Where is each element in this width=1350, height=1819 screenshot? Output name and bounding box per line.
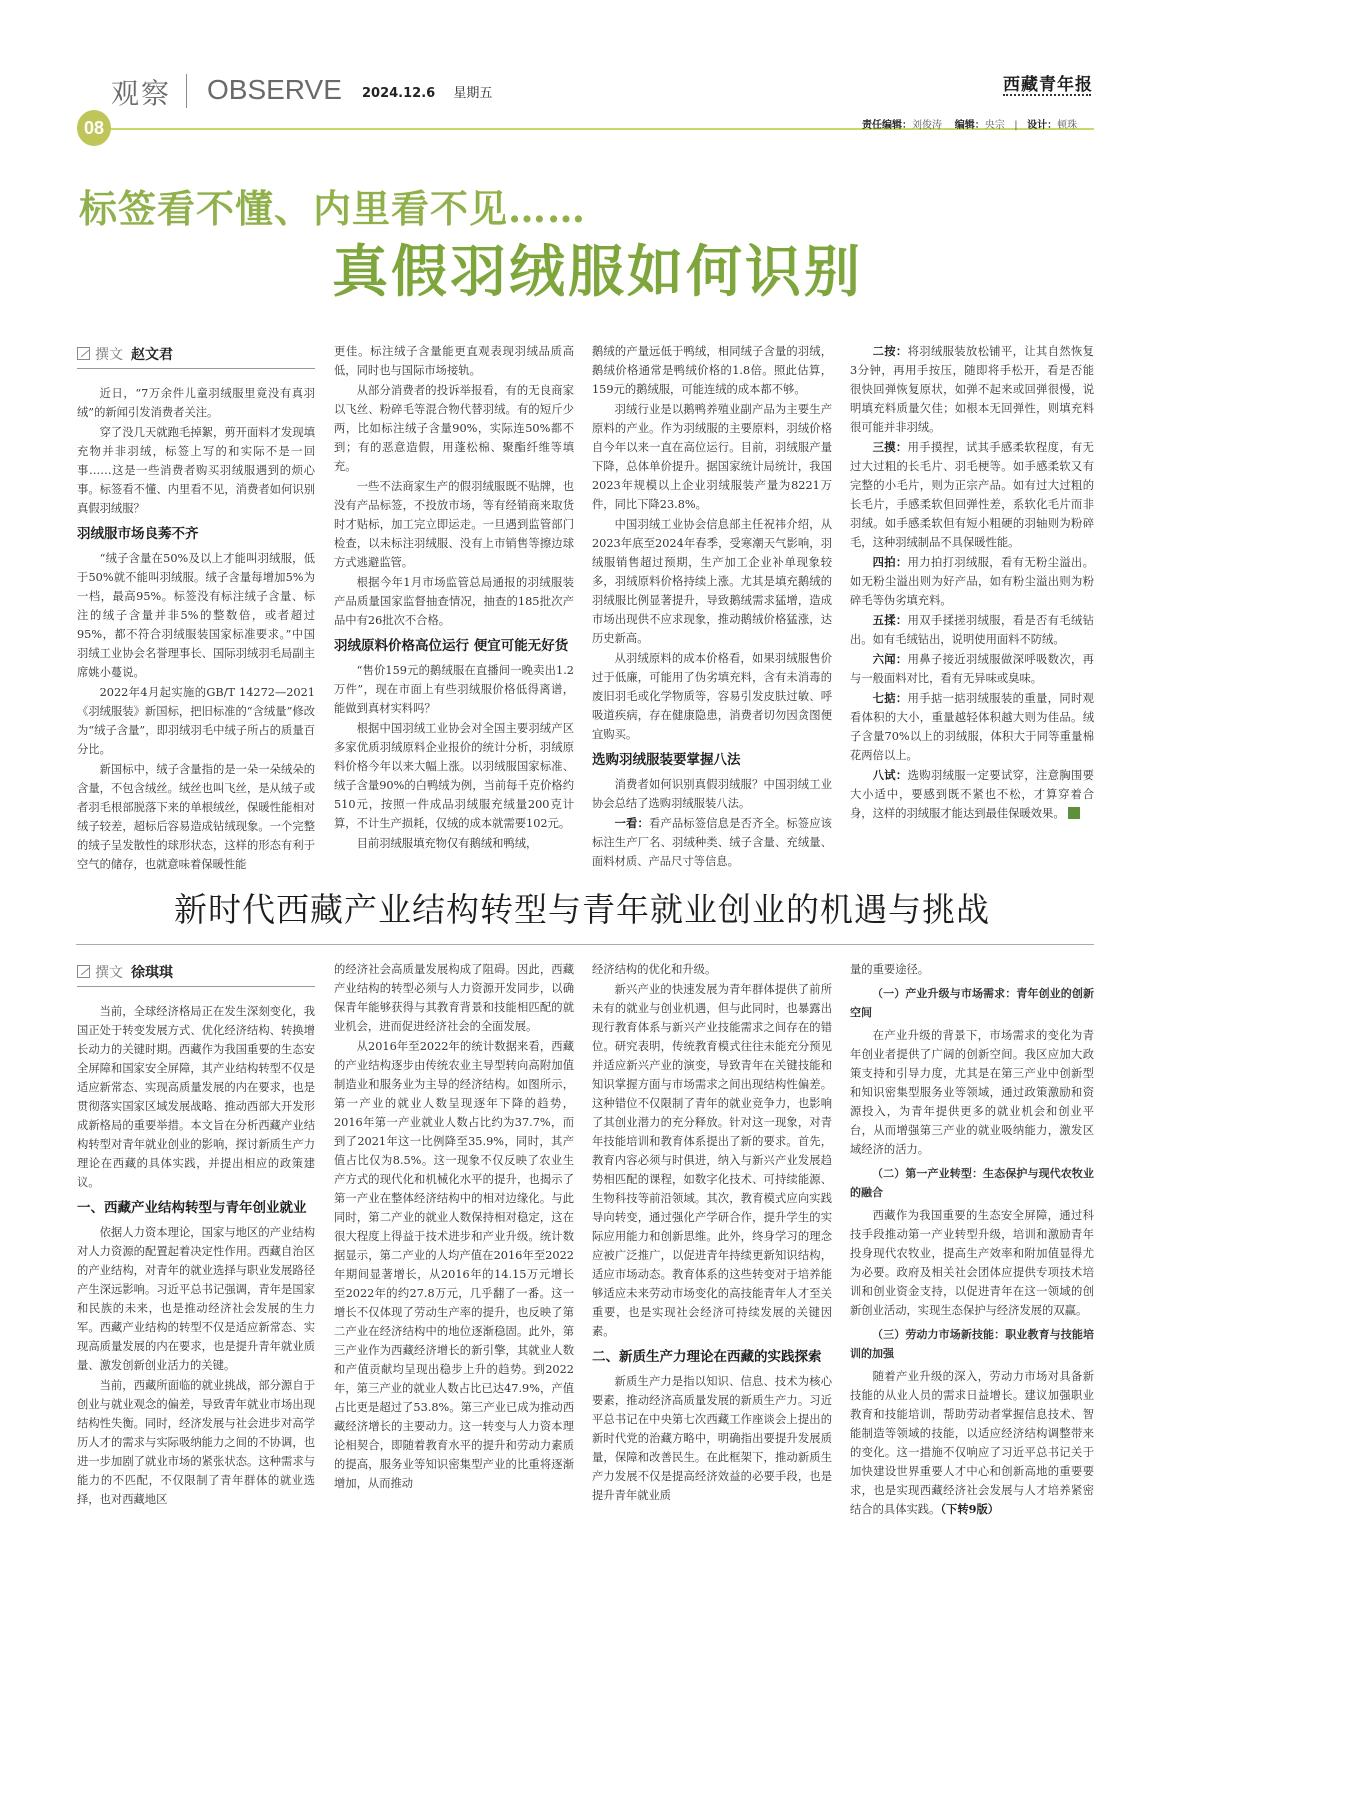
article2-column-3 bbox=[592, 960, 832, 1506]
date-text: 2024.12.6 bbox=[362, 86, 436, 101]
paragraph: 根据今年1月市场监管总局通报的羽绒服装产品质量国家监督抽查情况，抽查的185批次产品中有26批次不合格。 bbox=[334, 576, 574, 627]
newspaper-logo: 西藏青年报 bbox=[1003, 75, 1093, 95]
tip-6 bbox=[850, 650, 1094, 688]
paragraph: 根据中国羽绒工业协会对全国主要羽绒产区多家优质羽绒原料企业报价的统计分析，羽绒原料价格今年以来大幅上涨。以羽绒服国家标准、绒子含量90%的白鸭绒为例，当前每千克价格约510元，按照一件成品羽绒服充绒量200克计算，不计生产损耗，仅绒的成本就需要102元。 bbox=[334, 722, 574, 830]
subheading: 羽绒服市场良莠不齐 bbox=[77, 526, 199, 542]
subheading: 选购羽绒服装要掌握八法 bbox=[592, 752, 741, 768]
tip-text: 用手摸捏，试其手感柔软程度，有无过大过粗的长毛片、羽毛梗等。如手感柔软又有完整的小毛片，则为正宗产品。如有过大过粗的长毛片，手感柔软但回弹性差，系软化毛片而非羽绒。如手感柔软但有短小粗硬的羽轴则为粉碎毛，这种羽绒制品不具保暖性能。 bbox=[850, 441, 1094, 549]
logo-tibetan-script bbox=[1003, 94, 1091, 99]
tip-8 bbox=[850, 766, 1094, 823]
subheading: 二、新质生产力理论在西藏的实践探索 bbox=[592, 1349, 822, 1365]
tip-text: 用力拍打羽绒服，看有无粉尘溢出。如无粉尘溢出则为好产品，如有粉尘溢出则为粉碎毛等伪劣填充料。 bbox=[850, 556, 1094, 607]
issue-date bbox=[362, 82, 492, 101]
credit-edit-label: 编辑： bbox=[954, 120, 985, 131]
paragraph bbox=[850, 1367, 1094, 1519]
tip-key: 三摸： bbox=[872, 440, 908, 454]
paragraph: “售价159元的鹅绒服在直播间一晚卖出1.2万件”，现在市面上有些羽绒服价格低得离谱，能做到真材实料吗？ bbox=[334, 664, 574, 715]
paragraph: 中国羽绒工业协会信息部主任祝祎介绍，从2023年底至2024年春季，受寒潮天气影响，羽绒服销售超过预期，生产加工企业补单现象较多，羽绒原料价格持续上涨。尤其是填充鹅绒的羽绒服比例显著提升，导致鹅绒需求猛增，造成市场出现供不应求现象，推动鹅绒价格猛涨，达历史新高。 bbox=[592, 518, 832, 645]
article1-headline: 真假羽绒服如何识别 bbox=[332, 240, 863, 305]
headline-rule bbox=[76, 944, 1094, 945]
paragraph: 穿了没几天就跑毛掉絮，剪开面料才发现填充物并非羽绒，标签上写的和实际不是一回事……这是一些消费者购买羽绒服遇到的烦心事。标签看不懂、内里看不见，消费者如何识别真假羽绒服？ bbox=[77, 426, 315, 515]
paragraph: 当前，全球经济格局正在发生深刻变化，我国正处于转变发展方式、优化经济结构、转换增长动力的关键时期。西藏作为我国重要的生态安全屏障和国家安全屏障，其产业结构转型不仅是适应新常态、实现高质量发展的内在要求，也是贯彻落实国家区域发展战略、推动西部大开发形成新格局的重要举措。本文旨在分析西藏产业结构转型对青年就业创业的影响，探讨新质生产力理论在西藏的具体实践，并提出相应的政策建议。 bbox=[77, 1005, 315, 1189]
paragraph: 近日，“7万余件儿童羽绒服里竟没有真羽绒”的新闻引发消费者关注。 bbox=[77, 387, 315, 419]
pen-icon bbox=[77, 965, 90, 978]
section-name-cn: 观察 bbox=[111, 77, 172, 110]
paragraph: 从2016年至2022年的统计数据来看，西藏的产业结构逐步由传统农业主导型转向高附加值制造业和服务业为主导的经济结构。如图所示，第一产业的就业人数呈现逐年下降的趋势，2016年第一产业就业人数占比约为37.7%，而到了2021年这一比例降至35.9%，同时，其产值占比仅为8.5%。这一现象不仅反映了农业生产方式的现代化和机械化水平的提升，也揭示了第一产业在整体经济结构中的相对边缘化。与此同时，第二产业的就业人数保持相对稳定，这在很大程度上得益于技术进步和产业升级。统计数据显示，第二产业的人均产值在2016年至2022年期间显著增长，从2016年的14.15万元增长至2022年的约27.8万元，几乎翻了一番。这一增长不仅体现了劳动生产率的提升，也反映了第二产业在经济结构中的地位逐渐稳固。此外，第三产业作为西藏经济增长的新引擎，其就业人数和产值贡献均呈现出稳步上升的趋势。到2022年，第三产业的就业人数占比已达47.9%，产值占比更是超过了53.8%。第三产业已成为推动西藏经济增长的主要动力。这一转变与人力资本理论相契合，即随着教育水平的提升和劳动力素质的提高，服务业等知识密集型产业的比重将逐渐增加，从而推动 bbox=[334, 1040, 574, 1490]
subheading: （二）第一产业转型：生态保护与现代农牧业的融合 bbox=[850, 1167, 1094, 1199]
tip-text: 看产品标签信息是否齐全。标签应该标注生产厂名、羽绒种类、绒子含量、充绒量、面料材质、产品尺寸等信息。 bbox=[592, 817, 832, 868]
pen-icon bbox=[77, 347, 90, 360]
article2-column-4 bbox=[850, 960, 1094, 1520]
paragraph: 目前羽绒服填充物仅有鹅绒和鸭绒， bbox=[356, 837, 538, 850]
tip-key: 二按： bbox=[872, 344, 908, 358]
paragraph: 西藏作为我国重要的生态安全屏障，通过科技手段推动第一产业转型升级，培训和激励青年投身现代农牧业，提高生产效率和附加值显得尤为必要。政府及相关社会团体应提供专项技术培训和创业资金支持，以促进青年在这一领域的创新创业活动，实现生态保护与经济发展的双赢。 bbox=[850, 1209, 1094, 1317]
tip-text: 用鼻子接近羽绒服做深呼吸数次，再与一般面料对比，看有无异味或臭味。 bbox=[850, 653, 1094, 685]
article2-byline bbox=[77, 962, 173, 982]
tip-key: 六闻： bbox=[872, 652, 908, 666]
credit-edit: 央宗 bbox=[984, 120, 1005, 131]
article1-author: 赵文君 bbox=[131, 347, 173, 363]
weekday-text: 星期五 bbox=[453, 86, 493, 101]
byline-label: 撰文 bbox=[95, 965, 123, 981]
paragraph: 新国标中，绒子含量指的是一朵一朵绒朵的含量，不包含绒丝。绒丝也叫飞丝，是从绒子或者羽毛根部脱落下来的单根绒丝，保暖性能相对绒子较差，超标后容易造成钻绒现象。一个完整的绒子呈发散性的球形状态，这样的形态有利于空气的储存，也就意味着保暖性能 bbox=[77, 763, 315, 871]
byline-label: 撰文 bbox=[95, 347, 123, 363]
tip-key: 五揉： bbox=[872, 613, 908, 627]
section-divider bbox=[186, 74, 187, 108]
tip-text: 将羽绒服装放松铺平，让其自然恢复3分钟，再用手按压，随即将手松开，看是否能很快回弹恢复原状，如弹不起来或回弹很慢，说明填充料质量欠佳；如根本无回弹性，则填充料很可能并非羽绒。 bbox=[850, 345, 1094, 434]
tip-text: 用手掂一掂羽绒服装的重量，同时观看体积的大小，重量越轻体积越大则为佳品。绒子含量70%以上的羽绒服，体积大于同等重量棉花两倍以上。 bbox=[850, 692, 1094, 762]
byline-rule bbox=[77, 986, 315, 987]
paragraph: 一些不法商家生产的假羽绒服既不贴牌，也没有产品标签，不投放市场，等有经销商来取货时才贴标，加工完立即运走。一旦遇到监管部门检查，以未标注羽绒服、没有上市销售等擦边球方式逃避监管。 bbox=[334, 480, 574, 569]
editor-credits: 责任编辑：刘俊涛 编辑：央宗 | 设计：顿珠 bbox=[862, 120, 1078, 131]
tip-3 bbox=[850, 438, 1094, 552]
tip-5 bbox=[850, 611, 1094, 649]
tip-text: 用双手揉搓羽绒服，看是否有毛绒钻出。如有毛绒钻出，说明使用面料不防绒。 bbox=[850, 614, 1094, 646]
paragraph-text: 随着产业升级的深入，劳动力市场对具备新技能的从业人员的需求日益增长。建议加强职业教育和技能培训，帮助劳动者掌握信息技术、智能制造等领域的技能，以适应经济结构调整带来的变化。这一措施不仅响应了习近平总书记关于加快建设世界重要人才中心和创新高地的重要要求，也是实现西藏经济社会发展与人才培养紧密结合的具体实践。 bbox=[850, 1370, 1094, 1516]
paragraph: 当前，西藏所面临的就业挑战，部分源自于创业与就业观念的偏差，导致青年就业市场出现结构性失衡。同时，经济发展与社会进步对高学历人才的需求与实际吸纳能力之间的不协调，也进一步加剧了就业市场的紧张状态。这种需求与能力的不匹配，不仅限制了青年群体的就业选择，也对西藏地区 bbox=[77, 1379, 315, 1506]
paragraph: 羽绒行业是以鹅鸭养殖业副产品为主要生产原料的产业。作为羽绒服的主要原料，羽绒价格自今年以来一直在高位运行。目前，羽绒服产量下降，总体单价提升。据国家统计局统计，我国2023年规模以上企业羽绒服装产量为8221万件，同比下降23.8%。 bbox=[592, 403, 832, 511]
paragraph: 2022年4月起实施的GB/T 14272—2021《羽绒服装》新国标，把旧标准的“含绒量”修改为“绒子含量”，即羽绒羽毛中绒子所占的质量百分比。 bbox=[77, 686, 315, 756]
article1-column-1 bbox=[77, 384, 315, 875]
paragraph: “绒子含量在50%及以上才能叫羽绒服，低于50%就不能叫羽绒服。绒子含量每增加5%为一档，最高95%。标签没有标注绒子含量、标注的绒子含量并非5%的整数倍，或者超过95%，都不符合羽绒服装国家标准要求。”中国羽绒工业协会名誉理事长、国际羽绒羽毛局副主席姚小蔓说。 bbox=[77, 552, 315, 679]
article1-column-2 bbox=[334, 342, 574, 854]
article1-column-4 bbox=[850, 342, 1094, 824]
paragraph: 新质生产力是指以知识、信息、技术为核心要素，推动经济高质量发展的新质生产力。习近平总书记在中央第七次西藏工作座谈会上提出的新时代党的治藏方略中，明确指出要提升发展质量，保障和改善民生。在此框架下，推动新质生产力发展不仅是提高经济效益的必要手段，也是提升青年就业质 bbox=[592, 1375, 832, 1502]
credit-editor-label: 责任编辑： bbox=[862, 120, 912, 131]
tip-key: 八试： bbox=[872, 768, 908, 782]
tip-2 bbox=[850, 342, 1094, 437]
paragraph: 在产业升级的背景下，市场需求的变化为青年创业者提供了广阔的创新空间。我区应加大政策支持和引导力度，尤其是在第三产业中创新型和知识密集型服务业等领域，通过政策激励和资源投入，为青年提供更多的就业机会和创业平台，从而增强第三产业的就业吸纳能力，激发区域经济的活力。 bbox=[850, 1029, 1094, 1156]
article2-column-2 bbox=[334, 960, 574, 1494]
tip-1 bbox=[592, 814, 832, 871]
paragraph: 经济结构的优化和升级。 bbox=[592, 963, 717, 976]
end-mark-icon bbox=[1068, 807, 1080, 819]
paragraph: 从部分消费者的投诉举报看，有的无良商家以飞丝、粉碎毛等混合物代替羽绒。有的短斤少两，比如标注绒子含量90%，实际连50%都不到；有的恶意造假，用蓬松棉、聚酯纤维等填充。 bbox=[334, 384, 574, 473]
continued-note: （下转9版） bbox=[940, 1502, 1000, 1516]
paragraph: 消费者如何识别真假羽绒服？中国羽绒工业协会总结了选购羽绒服装八法。 bbox=[592, 778, 832, 810]
tip-4 bbox=[850, 553, 1094, 610]
section-name-en: OBSERVE bbox=[207, 74, 342, 105]
byline-rule bbox=[77, 368, 315, 369]
subheading: （三）劳动力市场新技能：职业教育与技能培训的加强 bbox=[850, 1328, 1094, 1360]
paragraph: 量的重要途径。 bbox=[850, 963, 930, 976]
subheading: 羽绒原料价格高位运行 便宜可能无好货 bbox=[334, 638, 569, 654]
page-number-badge: 08 bbox=[77, 110, 111, 146]
paragraph: 鹅绒的产量远低于鸭绒，相同绒子含量的羽绒，鹅绒价格通常是鸭绒价格的1.8倍。照此估算，159元的鹅绒服，可能连绒的成本都不够。 bbox=[592, 345, 832, 396]
subheading: 一、西藏产业结构转型与青年创业就业 bbox=[77, 1200, 307, 1216]
paragraph: 新兴产业的快速发展为青年群体提供了前所未有的就业与创业机遇，但与此同时，也暴露出现行教育体系与新兴产业技能需求之间存在的错位。研究表明，传统教育模式往往未能充分预见并适应新兴产业的演变，导致青年在关键技能和知识掌握方面与市场需求之间出现结构性偏差。这种错位不仅限制了青年的就业竞争力，也影响了其创业潜力的充分释放。针对这一现象，对青年技能培训和教育体系提出了新的要求。首先，教育内容必须与时俱进，纳入与新兴产业发展趋势相匹配的课程，如数字化技术、可持续能源、生物科技等前沿领域。其次，教育模式应向实践导向转变，通过强化产学研合作，提升学生的实际应用能力和创新思维。此外，终身学习的理念应被广泛推广，以促进青年持续更新知识结构，适应市场动态。教育体系的这些转变对于培养能够适应未来劳动市场变化的高技能青年人才至关重要，也是实现社会经济可持续发展的关键因素。 bbox=[592, 983, 832, 1338]
tip-key: 七掂： bbox=[872, 691, 908, 705]
subheading: （一）产业升级与市场需求：青年创业的创新空间 bbox=[850, 987, 1094, 1019]
credit-design: 顿珠 bbox=[1057, 120, 1078, 131]
article2-headline: 新时代西藏产业结构转型与青年就业创业的机遇与挑战 bbox=[174, 890, 990, 929]
tip-key: 四拍： bbox=[872, 555, 908, 569]
paragraph: 更佳。标注绒子含量能更直观表现羽绒品质高低，同时也与国际市场接轨。 bbox=[334, 345, 574, 377]
credit-editor: 刘俊涛 bbox=[912, 120, 942, 131]
article2-author: 徐琪琪 bbox=[131, 965, 173, 981]
article2-column-1 bbox=[77, 1002, 315, 1510]
paragraph: 从羽绒原料的成本价格看，如果羽绒服售价过于低廉，可能用了伪劣填充料，含有未消毒的废旧羽毛或化学物质等，容易引发皮肤过敏、呼吸道疾病，存在健康隐患，消费者切勿因贪图便宜购买。 bbox=[592, 652, 832, 741]
tip-key: 一看： bbox=[614, 816, 649, 830]
paragraph: 依据人力资本理论，国家与地区的产业结构对人力资源的配置起着决定性作用。西藏自治区的产业结构，对青年的就业选择与职业发展路径产生深远影响。习近平总书记强调，青年是国家和民族的未来，也是推动经济社会发展的生力军。西藏产业结构的转型不仅是适应新常态、实现高质量发展的内在要求，也是提升青年就业质量、激发创新创业活力的关键。 bbox=[77, 1226, 315, 1372]
paragraph: 的经济社会高质量发展构成了阻碍。因此，西藏产业结构的转型必须与人力资源开发同步，以确保青年能够获得与其教育背景和技能相匹配的就业机会，进而促进经济社会的全面发展。 bbox=[334, 963, 574, 1033]
article1-kicker: 标签看不懂、内里看不见…… bbox=[79, 186, 587, 231]
article1-byline bbox=[77, 344, 173, 364]
article1-column-3 bbox=[592, 342, 832, 872]
credit-design-label: 设计： bbox=[1027, 120, 1058, 131]
tip-text: 选购羽绒服一定要试穿，注意胸围要大小适中，要感到既不紧也不松，才算穿着合身，这样的羽绒服才能达到最佳保暖效果。 bbox=[850, 769, 1094, 820]
tip-7 bbox=[850, 689, 1094, 765]
